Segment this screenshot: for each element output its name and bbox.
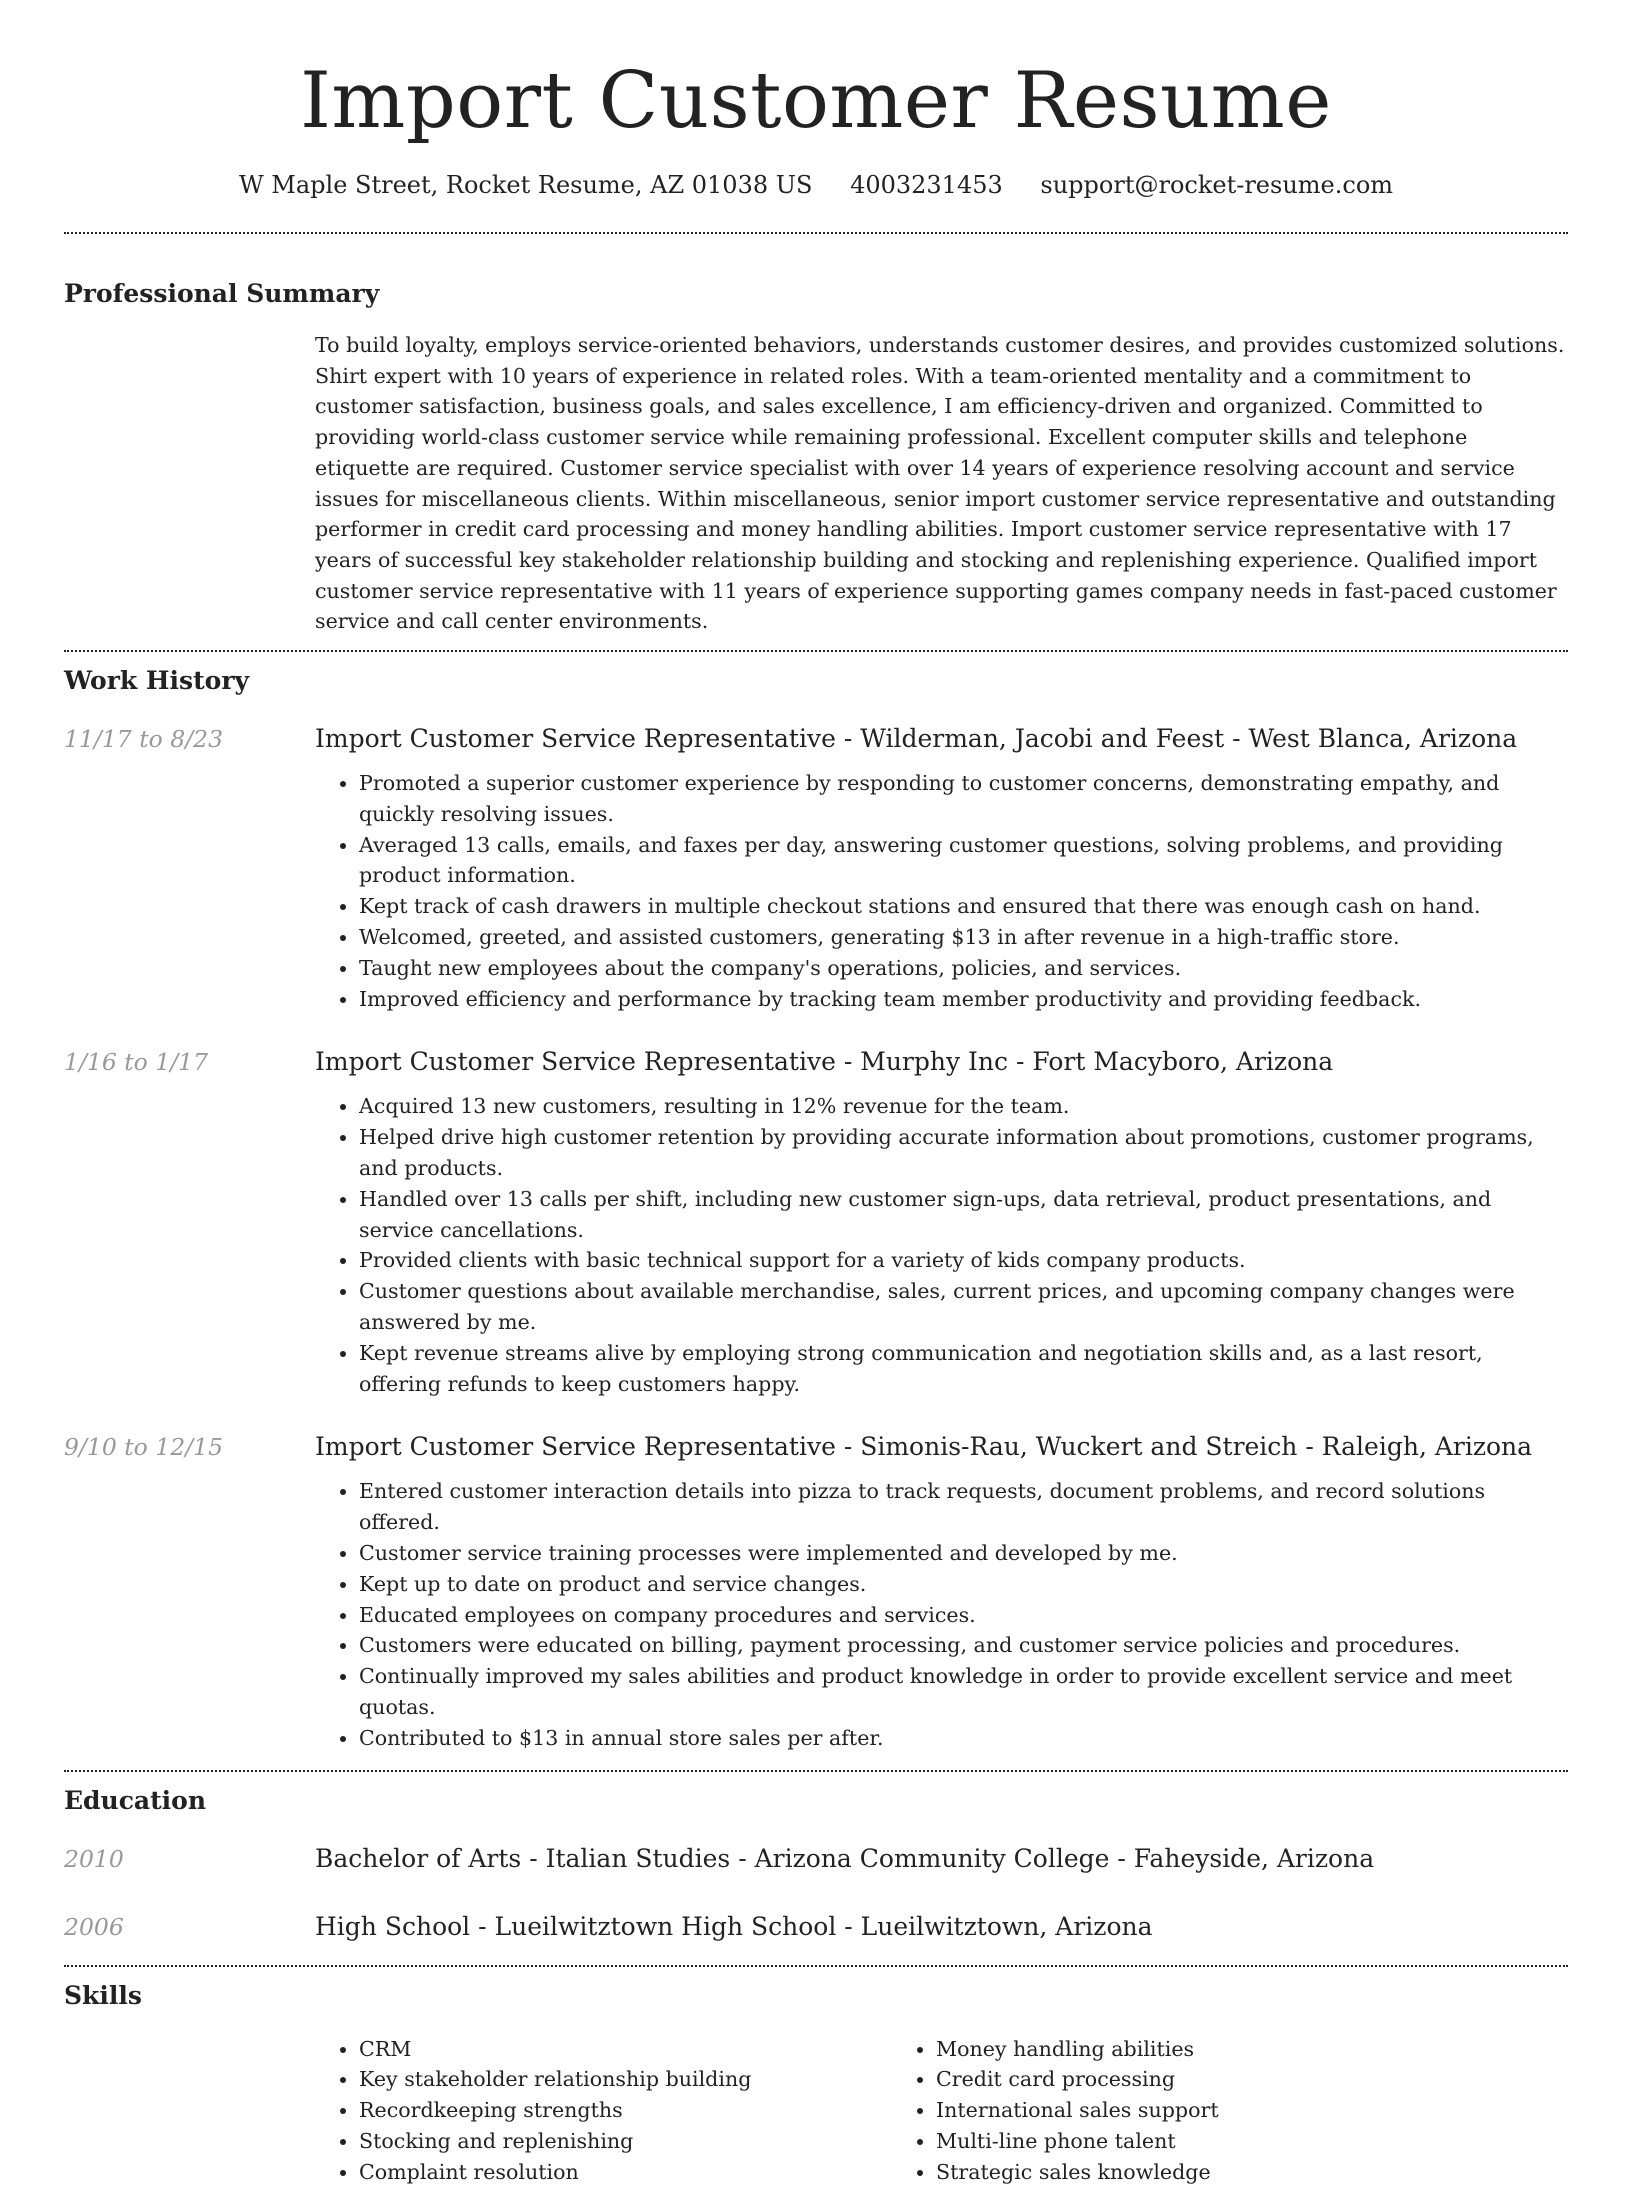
list-item: • Customer questions about available merchandise, sales, current prices, and upcoming company changes were answered by me. bbox=[359, 1276, 1568, 1338]
job-title: Import Customer Service Representative - Murphy Inc - Fort Macyboro, Arizona bbox=[315, 1047, 1334, 1077]
resume-header bbox=[64, 0, 1568, 202]
job-bullets bbox=[315, 1091, 1568, 1399]
skills-heading: Skills bbox=[64, 1980, 142, 2010]
summary-text: To build loyalty, employs service-oriented behaviors, understands customer desires, and provides customized solutions. Shirt expert with 10 years of experience in related roles. With a team-oriented mentality and a commitment to customer satisfaction, business goals, and sales excellence, I am efficiency-driven and organized. Committed to providing world-class customer service while remaining professional. Excellent computer skills and telephone etiquette are required. Customer service specialist with over 14 years of experience resolving account and service issues for miscellaneous clients. Within miscellaneous, senior import customer service representative and outstanding performer in credit card processing and money handling abilities. Import customer service representative with 17 years of successful key stakeholder relationship building and stocking and replenishing experience. Qualified import customer service representative with 11 years of experience supporting games company needs in fast-paced customer service and call center environments. bbox=[315, 333, 1565, 634]
skill-item: • Key stakeholder relationship building bbox=[359, 2064, 886, 2095]
list-item: • Kept up to date on product and service changes. bbox=[359, 1569, 1568, 1600]
list-item: • Customers were educated on billing, payment processing, and customer service policies and procedures. bbox=[359, 1630, 1568, 1661]
list-item: • Handled over 13 calls per shift, including new customer sign-ups, data retrieval, product presentations, and service cancellations. bbox=[359, 1184, 1568, 1246]
contact-address: W Maple Street, Rocket Resume, AZ 01038 US bbox=[238, 171, 813, 199]
list-item: • Entered customer interaction details into pizza to track requests, document problems, and record solutions offered. bbox=[359, 1476, 1568, 1538]
section-divider bbox=[64, 650, 1568, 652]
skill-item: • International sales support bbox=[936, 2095, 1457, 2126]
list-item: • Helped drive high customer retention by providing accurate information about promotions, customer programs, and products. bbox=[359, 1122, 1568, 1184]
education-title: High School - Lueilwitztown High School - Lueilwitztown, Arizona bbox=[315, 1911, 1153, 1941]
list-item: • Improved efficiency and performance by tracking team member productivity and providing feedback. bbox=[359, 984, 1568, 1015]
skills-column-right bbox=[886, 2034, 1457, 2188]
skill-item: • Credit card processing bbox=[936, 2064, 1457, 2095]
list-item: • Provided clients with basic technical support for a variety of kids company products. bbox=[359, 1245, 1568, 1276]
section-divider bbox=[64, 1965, 1568, 1967]
list-item: • Continually improved my sales abilities and product knowledge in order to provide excellent service and meet quotas. bbox=[359, 1661, 1568, 1723]
skill-item: • Multi-line phone talent bbox=[936, 2126, 1457, 2157]
education-entry bbox=[64, 1911, 1568, 1943]
job-header bbox=[64, 1431, 1568, 1463]
list-item: • Contributed to $13 in annual store sales per after. bbox=[359, 1723, 1568, 1754]
job-entry bbox=[64, 1046, 1568, 1399]
list-item: • Kept revenue streams alive by employing strong communication and negotiation skills and, as a last resort, offering refunds to keep customers happy. bbox=[359, 1338, 1568, 1400]
job-dates: 1/16 to 1/17 bbox=[64, 1048, 209, 1077]
skills-column-left bbox=[315, 2034, 886, 2188]
list-item: • Acquired 13 new customers, resulting in 12% revenue for the team. bbox=[359, 1091, 1568, 1122]
education-entry bbox=[64, 1843, 1568, 1875]
job-bullets bbox=[315, 768, 1568, 1014]
education-title: Bachelor of Arts - Italian Studies - Arizona Community College - Faheyside, Arizona bbox=[315, 1843, 1375, 1873]
job-entry bbox=[64, 723, 1568, 1014]
skill-item: • Recordkeeping strengths bbox=[359, 2095, 886, 2126]
list-item: • Averaged 13 calls, emails, and faxes per day, answering customer questions, solving problems, and providing product information. bbox=[359, 830, 1568, 892]
job-title: Import Customer Service Representative - Wilderman, Jacobi and Feest - West Blanca, Arizona bbox=[315, 724, 1518, 754]
section-divider bbox=[64, 232, 1568, 234]
list-item: • Taught new employees about the company's operations, policies, and services. bbox=[359, 953, 1568, 984]
list-item: • Kept track of cash drawers in multiple checkout stations and ensured that there was enough cash on hand. bbox=[359, 891, 1568, 922]
skill-item: • Complaint resolution bbox=[359, 2157, 886, 2188]
skill-item: • Stocking and replenishing bbox=[359, 2126, 886, 2157]
job-header bbox=[64, 1046, 1568, 1078]
education-year: 2006 bbox=[64, 1912, 124, 1941]
section-divider bbox=[64, 1770, 1568, 1772]
list-item: • Educated employees on company procedures and services. bbox=[359, 1600, 1568, 1631]
skills-list bbox=[315, 2034, 1568, 2188]
job-entry bbox=[64, 1431, 1568, 1753]
job-header bbox=[64, 723, 1568, 755]
skill-item: • Strategic sales knowledge bbox=[936, 2157, 1457, 2188]
candidate-name: Import Customer Resume bbox=[300, 56, 1332, 146]
work-history-heading: Work History bbox=[64, 666, 250, 696]
skill-item: • Money handling abilities bbox=[936, 2034, 1457, 2065]
job-bullets bbox=[315, 1476, 1568, 1753]
job-dates: 11/17 to 8/23 bbox=[64, 725, 224, 754]
skill-item: • CRM bbox=[359, 2034, 886, 2065]
job-title: Import Customer Service Representative - Simonis-Rau, Wuckert and Streich - Raleigh, Arizona bbox=[315, 1432, 1533, 1462]
contact-phone: 4003231453 bbox=[850, 171, 1003, 199]
list-item: • Promoted a superior customer experience by responding to customer concerns, demonstrating empathy, and quickly resolving issues. bbox=[359, 768, 1568, 830]
summary-heading: Professional Summary bbox=[64, 279, 380, 308]
list-item: • Welcomed, greeted, and assisted customers, generating $13 in after revenue in a high-traffic store. bbox=[359, 922, 1568, 953]
job-dates: 9/10 to 12/15 bbox=[64, 1433, 224, 1462]
contact-email: support@rocket-resume.com bbox=[1040, 171, 1394, 199]
education-year: 2010 bbox=[64, 1844, 124, 1873]
list-item: • Customer service training processes were implemented and developed by me. bbox=[359, 1538, 1568, 1569]
education-heading: Education bbox=[64, 1785, 207, 1815]
contact-line bbox=[64, 168, 1568, 202]
